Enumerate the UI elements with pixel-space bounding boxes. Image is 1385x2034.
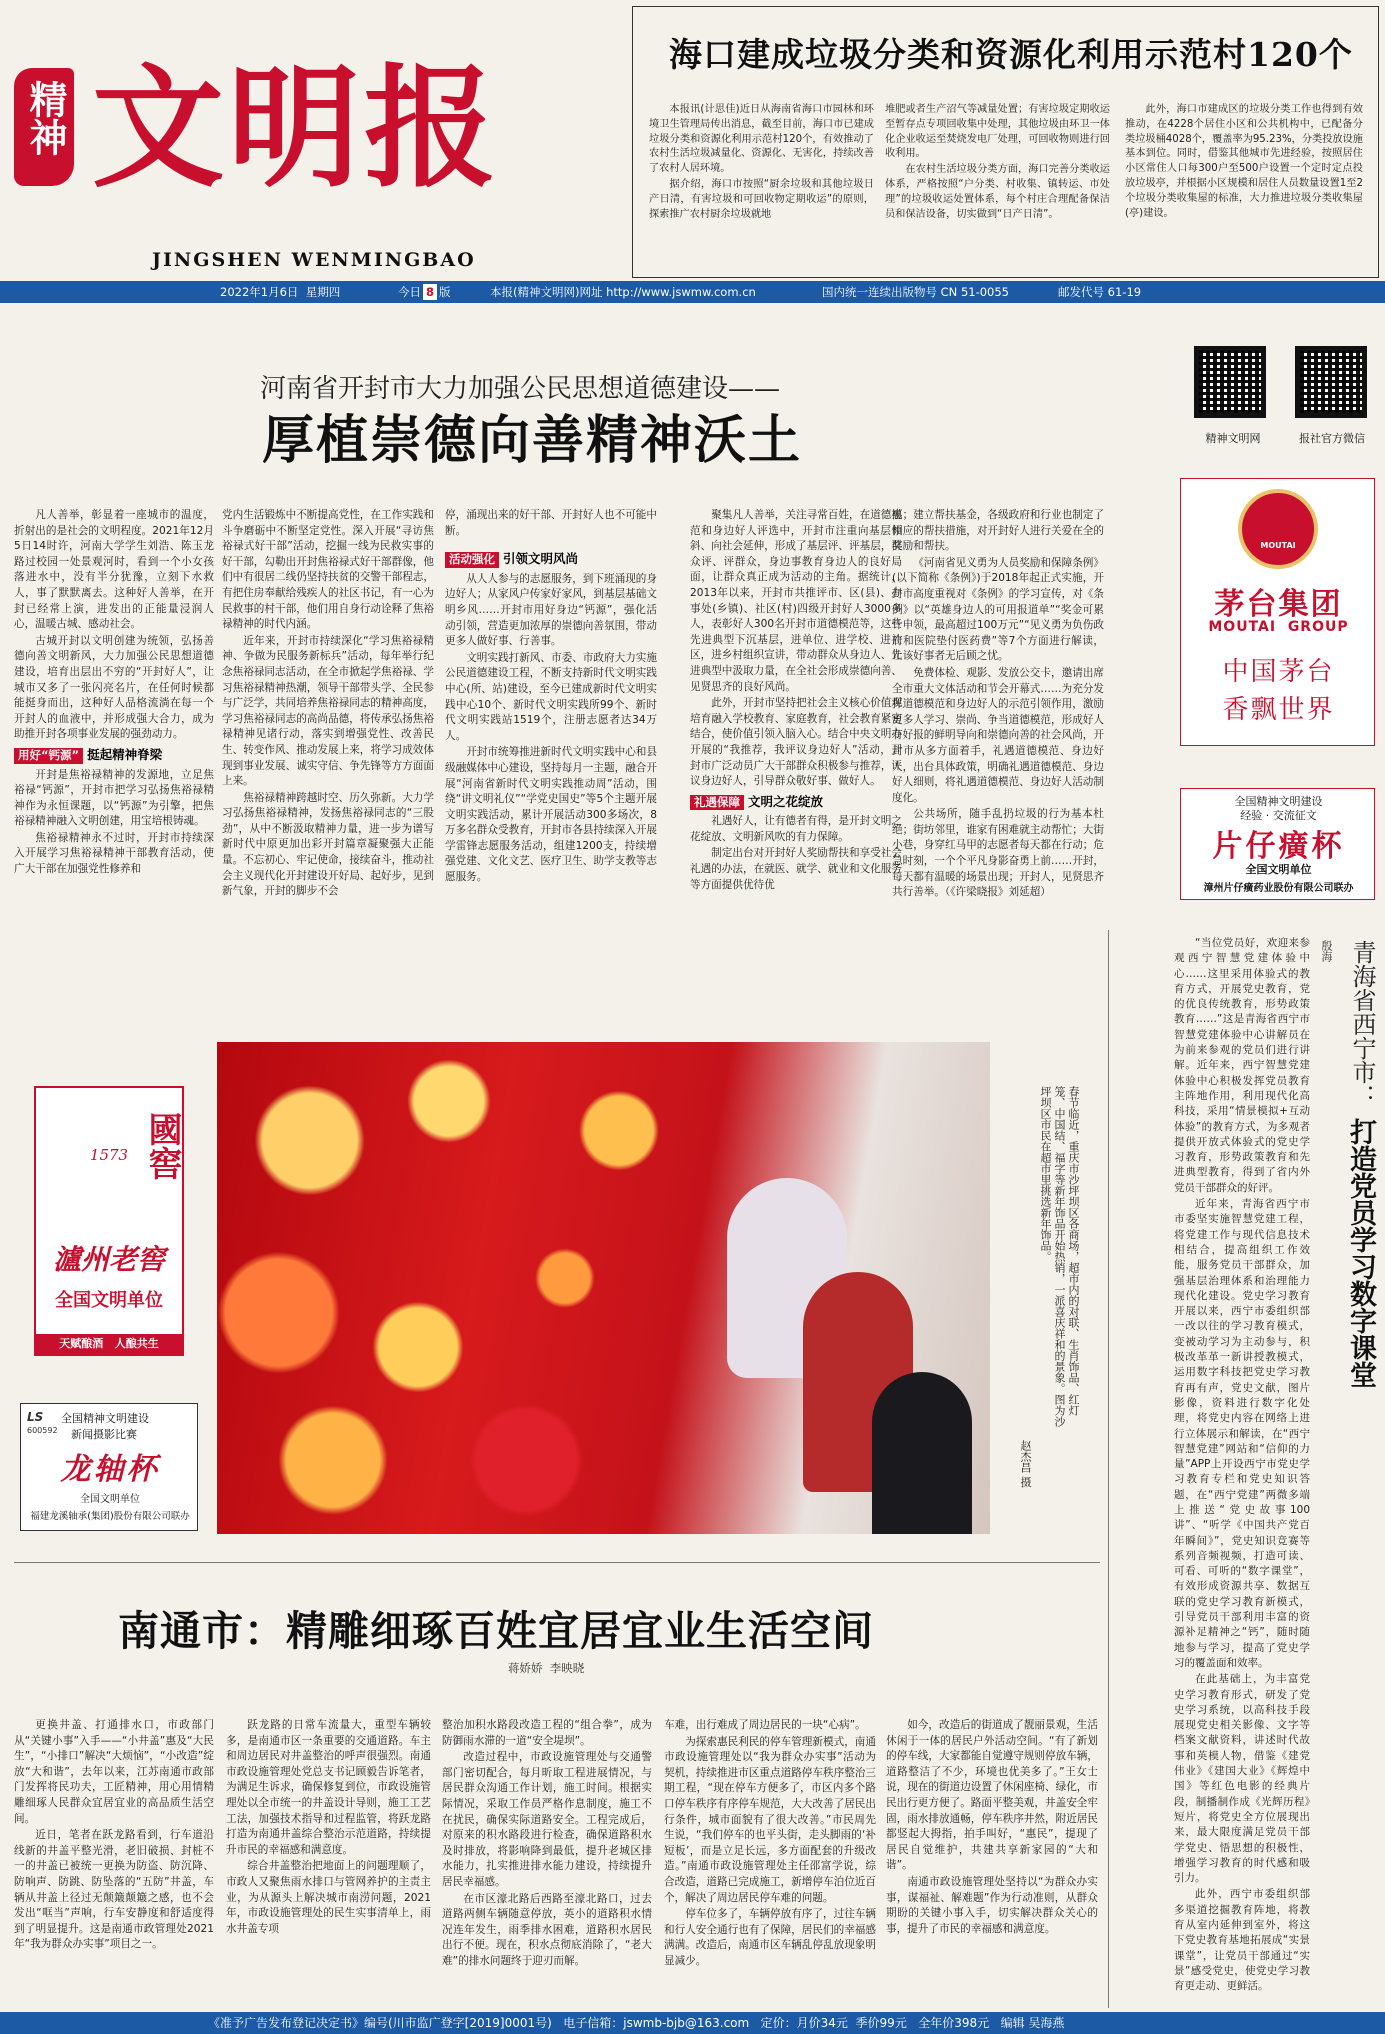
news-photo: [217, 1042, 990, 1534]
right-story-byline: 殷海: [1320, 940, 1333, 962]
pianzai-company: 漳州片仔癀药业股份有限公司联办: [1203, 883, 1354, 894]
lead-kicker: 河南省开封市大力加强公民思想道德建设——: [260, 374, 781, 404]
dateline-postal: 邮发代号 61-19: [1058, 285, 1142, 299]
longzhou-brand: 龙轴杯: [60, 1452, 160, 1487]
longzhou-unit: 全国文明单位: [80, 1494, 140, 1505]
qr-code-wechat[interactable]: [1295, 346, 1367, 418]
lead-col4: 聚集凡人善举，关注寻常百姓，在道德模范和身边好人评选中，开封市注重向基层倾斜、向社会延伸，形成了基层评、评基层，群众评、评群众，身边事教育身边人的良好局面，让群众真正成为活动的主角。据统计，2013年以来，开封市共推评市、区(县)、办事处(乡镇)、社区(村)四级开封好人3000多人，表彰好人300名开封市道德模范等，这些先进典型下沉基层，进单位、进学校、进社区，进乡村组织宣讲，带动群众从身边人、先进典型中汲取力量，在全社会形成崇德向善、见贤思齐的良好风尚。 此外，开封市坚持把社会主义核心价值观培育融入学校教育、家庭教育，社会教育紧密结合，使价值引领入脑入心。结合中央文明办开展的“我推荐，我评议身边好人”活动，开封市广泛动员广大干部群众积极参与推荐，评议身边好人，引导群众敬好事、做好人。 礼遇保障 文明之花绽放 礼遇好人，让有德者有得，是开封文明之花绽放、文明新风吹的有力保障。 制定出台对开封好人奖励帮扶和享受社会礼遇的办法，在就医、就学、就业和文化服务等方面提供优待优: [690, 509, 902, 891]
longzhou-line2: 新闻摄影比赛: [71, 1428, 137, 1441]
subhead-tag: 用好“钙源”: [14, 748, 83, 764]
longzhou-logo: LS: [27, 1410, 44, 1424]
lead-subhead-3: 礼遇保障 文明之花绽放: [690, 794, 902, 811]
moutai-ad[interactable]: [1180, 478, 1375, 746]
top-story: [632, 6, 1379, 278]
pages-count: 8: [423, 284, 437, 300]
lead-subhead-1: 用好“钙源” 挺起精神脊梁: [14, 747, 214, 764]
dateline-pages: 今日 8 版: [398, 285, 451, 299]
moutai-logo: [1238, 489, 1318, 569]
qr-label-wechat: 报社官方微信: [1299, 432, 1365, 445]
moutai-name: 茅台集团: [1214, 587, 1343, 622]
pianzai-ad[interactable]: [1180, 788, 1375, 900]
right-story-kicker: 青海省西宁市：: [1348, 940, 1376, 1108]
masthead-logo-small: 精神: [23, 80, 68, 156]
lead-col2: 党内生活锻炼中不断提高党性，在工作实践和斗争磨砺中不断坚定党性。深入开展“寻访焦裕禄式好干部”活动，挖掘一线为民救实事的好干部，勾勒出开封焦裕禄式好干部群像，他们中有很居二线仍坚持扶贫的交警干部程志，有把住房奉献给残疾人的社区书记，有一心为民救事的村干部，他们用自身行动诠释了焦裕禄精神的时代内涵。 近年来，开封市持续深化“学习焦裕禄精神、争做为民服务新标兵”活动，每年举行纪念焦裕禄同志活动，在全市掀起学焦裕禄、学习焦裕禄精神热潮，领导干部带头学、全民参与广泛学，共同培养焦裕禄同志的精神高度，学习焦裕禄同志的高尚品德，将传承弘扬焦裕禄精神见诸行动，落实到增强党性、改善民生、转变作风、推动发展上来，将学习成效体现到事业发展、诚实守信、争先锋等方方面面上来。 焦裕禄精神跨越时空、历久弥新。大力学习弘扬焦裕禄精神，发扬焦裕禄同志的“三股劲”，从中不断汲取精神力量，进一步为谱写新时代中原更加出彩开封篇章凝聚强大正能量。不忘初心、牢记使命，接续奋斗，推动社会主义现代化开封建设开好局、起好步，见到新气象，开封的脚步不会: [222, 509, 434, 898]
bottom-col4: 车难，出行难成了周边居民的一块“心病”。 为探索惠民利民的停车管理新模式，南通市政设施管理处以“我为群众办实事”活动为契机，持续推进市区重点道路停车秩序整治三期工程，“现在停车方便多了，市区内多个路口停车秩序有序停车规范，大大改善了居民出行条件，城市面貌有了很大改善。”市民周先生说，“我们停车的也平头街，走头脚雨的‘补短板’，而是立足长远，多方面配套的升级改造。”南通市政设施管理处主任邵富学说，综合改造，道路已完成施工，新增停车泊位近百个，解决了周边居民停车难的问题。 停车位多了，车辆停放有序了，过往车辆和行人安全通行也有了保障，居民们的幸福感满满。改造后，南通市区车辆乱停乱放现象明显减少。: [664, 1719, 876, 1967]
qr-label-website: 精神文明网: [1205, 432, 1261, 445]
photo-caption: 春节临近，重庆市沙坪坝区各商场，超市内的对联、生肖饰品、红灯笼、中国结、福字等新年饰品开始热销，一派喜庆祥和的景象。图为沙坪坝区市民在超市里挑选新年饰品。: [1039, 1086, 1080, 1427]
top-story-col2: 堆肥或者生产沼气等减量处置；有害垃圾定期收运至暂存点专项回收集中处理，其他垃圾由环卫一体化企业收运至焚烧发电厂处理，可回收物则进行回收利用。 在农村生活垃圾分类方面，海口完善分类收运体系，严格按照“户分类、村收集、镇转运、市处理”的垃圾收运处置体系，每个村庄合理配备保洁员和保洁设备，切实做到“日产日清”。: [885, 104, 1110, 220]
lead-col1: 凡人善举，彰显着一座城市的温度，折射出的是社会的文明程度。2021年12月5日14时许，河南大学学生刘浩、陈玉龙路过校园一处景观河时，看到一个小女孩落进水中，没有半分犹豫，立刻下水救人，事了默默离去。这种好人善举，在开封已经常上演，进发出的正能量浸润人心，温暖古城、感动社会。 古城开封以文明创建为统领，弘扬善德向善文明新风，大力加强公民思想道德建设，培育出层出不穷的“开封好人”，让城市又多了一张闪亮名片，在任何时候都能挺身而出，这种好人品格流淌在每一个开封人的血液中，并形成强大合力，成为助推开封各项事业发展的强劲动力。 用好“钙源” 挺起精神脊梁 开封是焦裕禄精神的发源地，立足焦裕禄“钙源”，开封市把学习弘扬焦裕禄精神作为永恒课题，以“钙源”为引擎，把焦裕禄精神融入文明创建，用宝培根铸魂。 焦裕禄精神永不过时，开封市持续深入开展学习焦裕禄精神干部教育活动，使广大干部在加强党性修养和: [14, 509, 214, 876]
longzhou-company: 福建龙溪轴承(集团)股份有限公司联办: [30, 1511, 190, 1522]
photo-credit: 赵杰昌 摄: [1019, 1440, 1032, 1488]
top-story-col1: 本报讯(计思佳)近日从海南省海口市园林和环境卫生管理局传出消息，截至目前，海口市已建成垃圾分类和资源化利用示范村120个，有效推动了农村生活垃圾减量化、资源化、无害化，持续改善了农村人居环境。 据介绍，海口市按照“厨余垃圾和其他垃圾日产日清，有害垃圾和可回收物定期收运”的原则，探索推广农村厨余垃圾就地: [649, 104, 874, 220]
qr-block: [1180, 346, 1380, 456]
longzhou-ad[interactable]: [20, 1403, 198, 1531]
moutai-slogan-2: 香飘世界: [1222, 695, 1335, 725]
lead-subhead-2: 活动强化 引领文明风尚: [445, 551, 657, 568]
guojiao-brand: 國窖: [142, 1112, 182, 1180]
bottom-col1: 更换井盖、打通排水口，市政部门从“关键小事”入手——“小井盖”惠及“大民生”，“小排口”解决“大烦恼”，“小改造”绽放“大和谐”，去年以来，江苏南通市政部门发挥将民功夫，工匠精神，用心用情精雕细琢人民群众宜居宜业的高品质生活空间。 近日，笔者在跃龙路看到，行车道沿线新的井盖平整光滑，老旧破损、封桩不一的井盖已被统一更换为防盗、防沉降、防响声、防跳、防坠落的“五防”井盖，车辆从井盖上径过无颠簸颠簸之感，也不会发出“哐当”声响，行车安静度和舒适度得到了明显提升。这是南通市政管理处2021年“我为群众办实事”项目之一。: [14, 1719, 214, 1951]
lead-title: 厚植崇德向善精神沃土: [262, 411, 803, 471]
pianzai-brand: 片仔癀杯: [1212, 829, 1345, 864]
bottom-story-byline: 蒋娇娇 李映晓: [508, 1661, 585, 1675]
pianzai-line2: 经验 · 交流征文: [1240, 809, 1317, 822]
moutai-slogan-1: 中国茅台: [1222, 657, 1335, 687]
top-story-col3: 此外，海口市建成区的垃圾分类工作也得到有效推动，在4228个居住小区和公共机构中，已配备分类垃圾桶4028个，覆盖率为95.23%，分类投放设施基本到位。同时，借鉴其他城市先进经验，按照居住小区常住人口每300户至500户设置一个定时定点投放垃圾亭，并根据小区规模和居住人员数量设置1至2个垃圾分类收集屋的标准，大力推进垃圾分类收集屋(亭)建设。: [1125, 104, 1363, 219]
lead-col3: 停，涌现出来的好干部、开封好人也不可能中断。 活动强化 引领文明风尚 从人人参与的志愿服务，到下班涌现的身边好人；从家风户传家好家风，到基层基础文明乡风……开封市用好身边“钙源”，强化活动引领，营造更加浓厚的崇德向善氛围，带动更多人做好事、行善事。 文明实践打新风、市委、市政府大力实施公民道德建设工程，不断支持新时代文明实践中心(所、站)建设，至今已建成新时代文明实践中心10个、新时代文明实践所99个、新时代文明实践站1519个，注册志愿者达34万人。 开封市统筹推进新时代文明实践中心和县级融媒体中心建设，坚持每月一主题，融合开展“河南省新时代文明实践推动周”活动，围绕“讲文明礼仪”“学党史国史”等5个主题开展文明实践活动，累计开展活动300多场次，8万多名群众受教育，开封市各县持续深入开展学雷锋志愿服务活动，组建1200支，持续增强党建、文化文艺、医疗卫生、助学支教等志愿服务。: [445, 509, 657, 884]
dateline-cn: 国内统一连续出版物号 CN 51-0055: [822, 285, 1009, 299]
top-story-title: 海口建成垃圾分类和资源化利用示范村120个: [669, 35, 1353, 74]
dateline-website[interactable]: 本报(精神文明网)网址 http://www.jswmw.com.cn: [490, 285, 756, 299]
guojiao-year: 1573: [89, 1146, 129, 1164]
moutai-logo-badge: MOUTAI: [1260, 541, 1296, 550]
pianzai-unit: 全国文明单位: [1245, 863, 1312, 876]
bottom-story-title: 南通市：精雕细琢百姓宜居宜业生活空间: [118, 1607, 874, 1655]
moutai-name-en: MOUTAI GROUP: [1208, 619, 1349, 635]
dateline-date: 2022年1月6日 星期四: [220, 285, 341, 299]
guojiao-unit: 全国文明单位: [55, 1290, 163, 1311]
right-story-body: “当位党员好，欢迎来参观西宁智慧党建体验中心……这里采用体验式的教育方式，开展党史教育，党的优良传统教育，形势政策教育……”这是青海省西宁市智慧党建体验中心讲解员在为前来参观的党员们进行讲解。近年来，西宁智慧党建体验中心积极发挥党员教育主阵地作用，利用现代化高科技，采用“情景模拟+互动体验”的教育方式，为多观者提供开放式体验式的党史学习教育，形势政策教育和先进典型教育，得到了省内外党员干部群众的好评。 近年来，青海省西宁市市委坚实施智慧党建工程，将党建工作与现代信息技术相结合，提高组织工作效能，服务党员干部群众，加强基层治理体系和治理能力现代化建设。党史学习教育开展以来，西宁市委组织部一改以往的学习教育模式，变被动学习为主动参与，积极改革革一新讲授教模式，运用数字科技把党史学习教育再有声，党史文献，图片影像，资料进行数字化处理，将党史内容在网络上进行立体展示和解读，在“西宁智慧党建”网站和“信仰的力量”APP上开设西宁市党史学习教育专栏和党史知识答题，在“西宁党建”两微多端上推送“党史故事100讲”、“听学《中国共产党百年瞬间》”，党史知识竞赛等系列音频视频，打造可读、可看、可听的“数字课堂”，有效形成资源共享、数据互联的党史学习教育新模式，引导党员干部利用丰富的资源补足精神之“钙”，随时随地参与学习，提高了党史学习的覆盖面和效率。 在此基础上，为丰富党史学习教育形式，研发了党史学习系统，以高科技手段展现党史相关影像、文字等档案文献资料，讲述时代故事和英模人物，借鉴《建党伟业》《建国大业》《辉煌中国》等红色电影的经典片段，制播制作成《光辉历程》短片，将党史全方位展现出来，最大限度满足党员干部学党史、悟思想的积极性，增强学习教育的时代感和吸引力。 此外，西宁市委组织部多渠道挖掘教育阵地，将教育从室内延伸到室外，将这下党史教育基地拓展成“实景课堂”，让党员干部通过“实景”感受党史，使党史学习教育更走动、更鲜活。: [1174, 937, 1310, 1993]
lead-col5: 惠；建立帮扶基金，各级政府和行业也制定了相应的帮扶措施，对开封好人进行关爱在全的奖励和帮扶。 《河南省见义勇为人员奖励和保障条例》(以下简称《条例》)于2018年起正式实施，开封市高度重视对《条例》的学习宣传，对《条例》以“英雄身边人的可用报道单”“奖金可累计申领，最高超过100万元”“见义勇为负伤政府和医院垫付医药费”等7个方面进行解读，让该好事者无后顾之忧。 免费体检、观影、发放公交卡，邀请出席全市重大文体活动和节会开幕式……为充分发挥道德模范和身边好人的示范引领作用，激励更多人学习、崇尚、争当道德模范，形成好人有好报的鲜明导向和崇德向善的社会风尚，开封市从多方面着手，礼遇道德模范、身边好人，出台具体政策，明确礼遇道德模范、身边好人细则，将礼遇道德模范、身边好人活动制度化。 公共场所，随手乱扔垃圾的行为基本杜绝；街坊邻里，谁家有困难就主动帮忙；大街小巷，身穿红马甲的志愿者每天都在行动；危急时刻，一个个平凡身影奋勇上前……开封，每天都有温暖的场景出现；开封人，见贤思齐共行善举。（《许梁晓报》刘延超）: [892, 509, 1104, 899]
right-story-title: 打造党员学习数字课堂: [1345, 1118, 1376, 1388]
footer-text: 《准予广告发布登记决定书》编号(川市监广登字[2019]0001号) 电子信箱：jswmb-bjb@163.com 定价：月价34元 季价99元 全年价398元 编辑 吴海燕: [208, 2016, 1065, 2030]
masthead: [0, 0, 625, 278]
bottom-col3: 整治加积水路段改造工程的“组合拳”，成为防御雨水滞的一道“安全堤坝”。 改造过程中，市政设施管理处与交通警部门密切配合，每月昕取工程进展情况，与居民群众沟通工作计划，施工时间。根据实际情况，采取工作员严格作息制度，施工不在扰民，确保实际道路安全。工程完成后，对原来的积水路段进行检查，确保道路积水及时排放，将影响降到最低，提升老城区排水能力，扎实推进排水能力建设，持续提升居民幸福感。 在市区濠北路后西路至濠北路口，过去道路两侧车辆随意停放，英小的道路积水情况连年发生，雨季排水困难，道路积水居民出行不便。现在，积水点彻底消除了，“老大难”的排水问题终于迎刃而解。: [442, 1719, 652, 1967]
qr-code-website[interactable]: [1194, 346, 1266, 418]
pianzai-line1: 全国精神文明建设: [1234, 795, 1323, 808]
dateline-bar: [0, 281, 1385, 303]
photo-boy: [872, 1372, 972, 1534]
masthead-pinyin: JINGSHEN WENMINGBAO: [152, 249, 476, 271]
guojiao-tagline: 天赋酿酒 人酿共生: [36, 1334, 182, 1354]
bottom-col2: 跃龙路的日常车流量大，重型车辆较多，是南通市区一条重要的交通道路。车主和周边居民对井盖整治的呼声很强烈。南通市政设施管理处党总支书记顾毅告诉笔者，为满足生诉求，确保修复到位，市政设施管理处以全市统一的井盖设计导则，施工工艺工法，加强技术指导和过程监管，将跃龙路打造为南通井盖综合整治示范道路，持续提升市民的幸福感和满意度。 综合井盖整治把地面上的问题理顺了，市政人又聚焦雨水排口与管网养护的主责主业，为从源头上解决城市南涝问题，2021年，市政设施管理处的民生实事清单上，雨水井盖专项: [226, 1719, 431, 1935]
longzhou-code: 600592: [27, 1426, 58, 1435]
footer-bar: [0, 2012, 1385, 2034]
longzhou-line1: 全国精神文明建设: [61, 1412, 149, 1425]
guojiao-ad[interactable]: [34, 1086, 184, 1356]
bottom-col5: 如今，改造后的街道成了靓丽景观，生活休闲于一体的居民户外活动空间。“有了新划的停车线，大家都能自觉遵守规则停放车辆，道路整洁了不少，环境也优美多了。”王女士说，现在的街道边设置了休闲座椅、绿化，市民出行更方便了。路面平整美观，井盖安全牢固，雨水排放通畅，停车秩序井然，附近居民都竖起大拇指，拍手叫好，“惠民”，提现了居民自觉维护，共建共享新家园的“大和谐”。 南通市政设施管理处坚持以“为群众办实事，谋福祉、解难题”作为行动准则，从群众期盼的关键小事入手，切实解决群众关心的事，提升了市民的幸福感和满意度。: [886, 1719, 1098, 1935]
masthead-logo: 文明报: [92, 51, 500, 206]
guojiao-sub: 瀘州老窖: [52, 1243, 165, 1276]
